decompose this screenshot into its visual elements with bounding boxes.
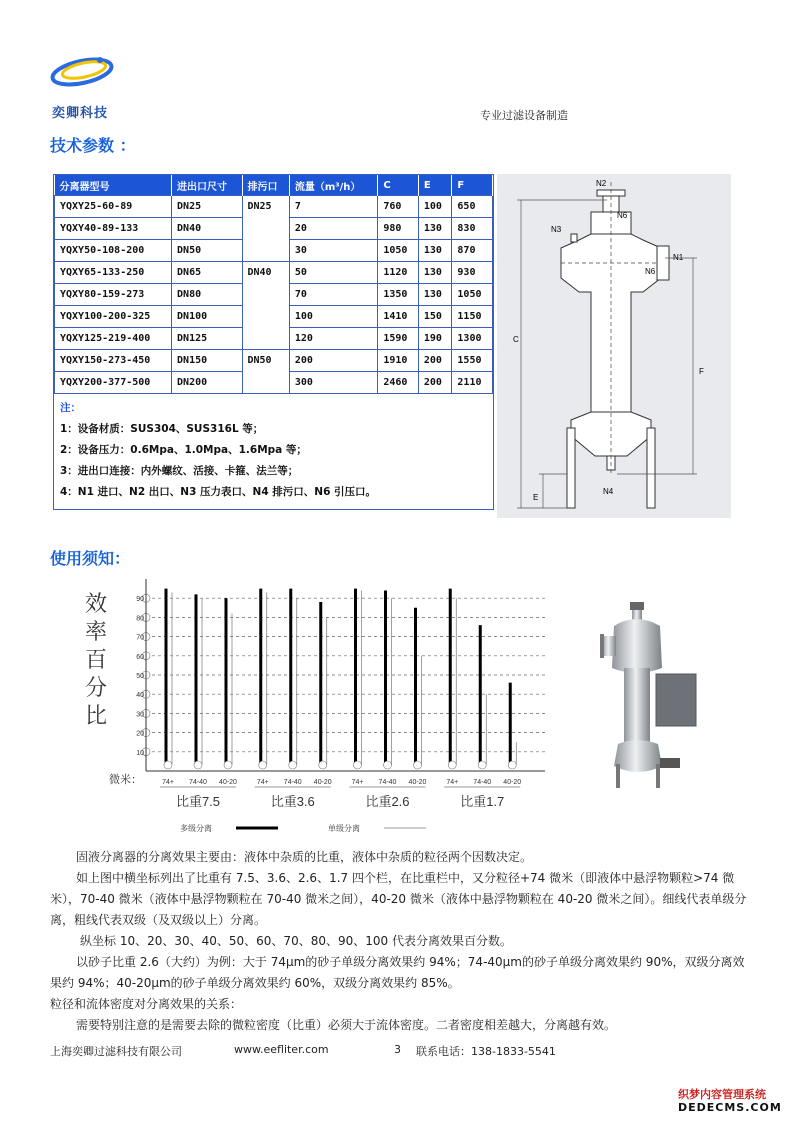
table-row xyxy=(55,328,493,350)
table-cell: 1150 xyxy=(452,306,493,328)
table-cell: 1350 xyxy=(378,284,419,306)
bar-base-marker xyxy=(478,761,486,769)
column-header: 流量（m³/h） xyxy=(289,175,377,196)
y-axis-label-char: 百 xyxy=(84,647,108,672)
table-cell: 200 xyxy=(418,372,452,394)
bar-base-marker xyxy=(319,761,327,769)
label-n2: N2 xyxy=(596,179,607,188)
table-cell: 830 xyxy=(452,218,493,240)
label-n4: N4 xyxy=(603,487,614,496)
label-c: C xyxy=(513,335,519,344)
logo-text: 奕卿科技 xyxy=(52,106,109,121)
x-tick-label: 74-40 xyxy=(473,779,492,786)
table-cell: DN125 xyxy=(172,328,242,350)
bar-base-marker xyxy=(224,761,232,769)
table-cell: YQXY25-60-89 xyxy=(55,196,172,218)
table-cell: YQXY125-219-400 xyxy=(55,328,172,350)
efficiency-chart xyxy=(80,575,560,845)
y-tick-label: 80 xyxy=(136,615,144,623)
table-cell: DN200 xyxy=(172,372,242,394)
table-cell: DN50 xyxy=(172,240,242,262)
table-cell: 1300 xyxy=(452,328,493,350)
bar-base-marker xyxy=(448,761,456,769)
y-tick-label: 30 xyxy=(136,711,144,719)
x-tick-label: 74-40 xyxy=(189,779,207,786)
y-tick-label: 90 xyxy=(136,596,144,604)
y-axis-label-char: 分 xyxy=(84,675,108,700)
table-cell: 130 xyxy=(418,262,452,284)
separator-photo xyxy=(596,596,706,790)
table-cell: DN100 xyxy=(172,306,242,328)
notes xyxy=(54,394,493,509)
table-cell: 870 xyxy=(452,240,493,262)
footer-phone: 联系电话：138-1833-5541 xyxy=(416,1045,556,1058)
legend-label: 多级分离 xyxy=(180,824,212,833)
table-row xyxy=(55,350,493,372)
section-title-usage: 使用须知： xyxy=(50,549,131,568)
footer-website[interactable]: www.eefliter.com xyxy=(234,1043,329,1056)
label-n1: N1 xyxy=(673,253,684,262)
table-cell xyxy=(242,372,289,394)
notes-title: 注： xyxy=(60,402,81,414)
paragraph: 固液分离器的分离效果主要由：液体中杂质的比重，液体中杂质的粒径两个因数决定。 xyxy=(76,850,533,864)
table-cell xyxy=(242,306,289,328)
table-cell: YQXY150-273-450 xyxy=(55,350,172,372)
table-cell: 120 xyxy=(289,328,377,350)
y-tick-label: 10 xyxy=(136,749,144,757)
y-tick-label: 70 xyxy=(136,634,144,642)
watermark-line2: DEDECMS.COM xyxy=(678,1101,782,1114)
bar-base-marker xyxy=(259,761,267,769)
label-n3: N3 xyxy=(551,225,562,234)
table-cell: YQXY100-200-325 xyxy=(55,306,172,328)
y-axis-label-char: 比 xyxy=(84,703,108,728)
column-header: 进出口尺寸 xyxy=(172,175,242,196)
table-cell: 190 xyxy=(418,328,452,350)
footer-page-number: 3 xyxy=(394,1043,401,1056)
paragraph: 以砂子比重 2.6（大约）为例：大于 74μm的砂子单级分离效果约 94%；74-40μm的砂子单级分离效果约 90%，双级分离效果约 94%；40-20μm的砂子单级分离效果约 60%，双级分离效果约 85%。 xyxy=(50,955,745,990)
x-tick-label: 74+ xyxy=(446,779,459,786)
table-cell xyxy=(242,218,289,240)
body-text xyxy=(50,847,750,1036)
note-item: 4：N1 进口、N2 出口、N3 压力表口、N4 排污口、N6 引压口。 xyxy=(60,486,377,498)
column-header: E xyxy=(418,175,452,196)
legend-label: 单级分离 xyxy=(328,824,360,833)
table-cell: DN25 xyxy=(172,196,242,218)
table-cell: DN150 xyxy=(172,350,242,372)
table-cell: YQXY65-133-250 xyxy=(55,262,172,284)
x-tick-label: 40-20 xyxy=(503,779,522,786)
footer-company: 上海奕卿过滤科技有限公司 xyxy=(50,1045,182,1058)
table-cell: YQXY200-377-500 xyxy=(55,372,172,394)
note-item: 2：设备压力：0.6Mpa、1.0Mpa、1.6Mpa 等； xyxy=(60,444,307,456)
y-tick-label: 60 xyxy=(136,653,144,661)
bar-base-marker xyxy=(164,761,172,769)
table-cell: 100 xyxy=(418,196,452,218)
x-axis-label: 微米： xyxy=(109,774,142,786)
table-cell: 1410 xyxy=(378,306,419,328)
label-n6-top: N6 xyxy=(617,211,628,220)
label-e: E xyxy=(533,493,539,502)
watermark xyxy=(678,1088,786,1114)
table-cell xyxy=(242,284,289,306)
x-tick-label: 40-20 xyxy=(408,779,427,786)
x-tick-label: 40-20 xyxy=(219,779,237,786)
label-n6-side: N6 xyxy=(645,267,656,276)
table-cell xyxy=(242,328,289,350)
y-tick-label: 50 xyxy=(136,673,144,680)
x-tick-label: 74-40 xyxy=(378,779,397,786)
table-cell: 1120 xyxy=(378,262,419,284)
table-cell: YQXY40-89-133 xyxy=(55,218,172,240)
specs-table xyxy=(53,174,494,510)
table-cell: 130 xyxy=(418,218,452,240)
table-cell: 2110 xyxy=(452,372,493,394)
table-cell: 760 xyxy=(378,196,419,218)
x-tick-label: 74+ xyxy=(256,779,269,786)
group-label: 比重3.6 xyxy=(270,794,315,809)
table-cell: 1590 xyxy=(378,328,419,350)
table-cell: DN25 xyxy=(242,196,289,218)
table-cell: 100 xyxy=(289,306,377,328)
tagline: 专业过滤设备制造 xyxy=(480,109,568,122)
table-cell: DN50 xyxy=(242,350,289,372)
table-cell: 1050 xyxy=(378,240,419,262)
table-cell: 130 xyxy=(418,240,452,262)
table-row xyxy=(55,196,493,218)
label-f: F xyxy=(699,367,704,376)
x-tick-label: 74+ xyxy=(162,779,174,786)
bar-base-marker xyxy=(508,761,516,769)
table-cell: 70 xyxy=(289,284,377,306)
table-row xyxy=(55,284,493,306)
table-cell: DN40 xyxy=(242,262,289,284)
x-tick-label: 74-40 xyxy=(283,779,302,786)
group-label: 比重2.6 xyxy=(365,794,410,809)
y-tick-label: 20 xyxy=(136,730,144,738)
group-label: 比重7.5 xyxy=(175,794,221,809)
table-cell: YQXY50-108-200 xyxy=(55,240,172,262)
table-row xyxy=(55,306,493,328)
table-cell xyxy=(242,240,289,262)
column-header: F xyxy=(452,175,493,196)
table-row xyxy=(55,240,493,262)
note-item: 1：设备材质：SUS304、SUS316L 等； xyxy=(60,423,264,435)
group-label: 比重1.7 xyxy=(460,794,505,809)
table-cell: 30 xyxy=(289,240,377,262)
bar-base-marker xyxy=(194,761,202,769)
table-cell: 20 xyxy=(289,218,377,240)
table-cell: 1050 xyxy=(452,284,493,306)
table-cell: 150 xyxy=(418,306,452,328)
paragraph: 粒径和流体密度对分离效果的关系： xyxy=(50,997,243,1011)
table-cell: 1910 xyxy=(378,350,419,372)
table-cell: DN40 xyxy=(172,218,242,240)
table-cell: DN65 xyxy=(172,262,242,284)
table-row xyxy=(55,218,493,240)
table-cell: 650 xyxy=(452,196,493,218)
paragraph: 纵坐标 10、20、30、40、50、60、70、80、90、100 代表分离效果百分数。 xyxy=(80,934,512,948)
bar-base-marker xyxy=(414,761,422,769)
x-tick-label: 40-20 xyxy=(313,779,332,786)
table-cell: DN80 xyxy=(172,284,242,306)
column-header: 分离器型号 xyxy=(55,175,172,196)
table-cell: 1550 xyxy=(452,350,493,372)
table-cell: 930 xyxy=(452,262,493,284)
table-row xyxy=(55,372,493,394)
table-cell: 200 xyxy=(289,350,377,372)
table-cell: 200 xyxy=(418,350,452,372)
table-cell: 980 xyxy=(378,218,419,240)
table-cell: YQXY80-159-273 xyxy=(55,284,172,306)
note-item: 3：进出口连接：内外螺纹、活接、卡箍、法兰等； xyxy=(60,465,299,477)
watermark-line1: 织梦内容管理系统 xyxy=(678,1088,766,1101)
section-title-specs: 技术参数 ： xyxy=(50,136,136,155)
paragraph: 需要特别注意的是需要去除的微粒密度（比重）必须大于流体密度。二者密度相差越大，分离越有效。 xyxy=(76,1018,617,1032)
paragraph: 如上图中横坐标列出了比重有 7.5、3.6、2.6、1.7 四个栏，在比重栏中，又分粒径+74 微米（即液体中悬浮物颗粒>74 微米），70-40 微米（液体中悬浮物颗粒在 70-40 微米之间），40-20 微米（液体中悬浮物颗粒在 40-20 微米之间）。细线代表单级分离，粗线代表双级（及双级以上）分离。 xyxy=(50,871,747,927)
table-row xyxy=(55,262,493,284)
table-cell: 7 xyxy=(289,196,377,218)
table-cell: 130 xyxy=(418,284,452,306)
y-tick-label: 40 xyxy=(136,692,144,700)
y-axis-label-char: 效 xyxy=(84,591,108,616)
x-tick-label: 74+ xyxy=(351,779,364,786)
bar-base-marker xyxy=(354,761,362,769)
table-cell: 50 xyxy=(289,262,377,284)
y-axis-label-char: 率 xyxy=(84,619,108,644)
column-header: 排污口 xyxy=(242,175,289,196)
separator-drawing xyxy=(497,174,731,518)
column-header: C xyxy=(378,175,419,196)
bar-base-marker xyxy=(289,761,297,769)
table-cell: 300 xyxy=(289,372,377,394)
bar-base-marker xyxy=(384,761,392,769)
table-cell: 2460 xyxy=(378,372,419,394)
